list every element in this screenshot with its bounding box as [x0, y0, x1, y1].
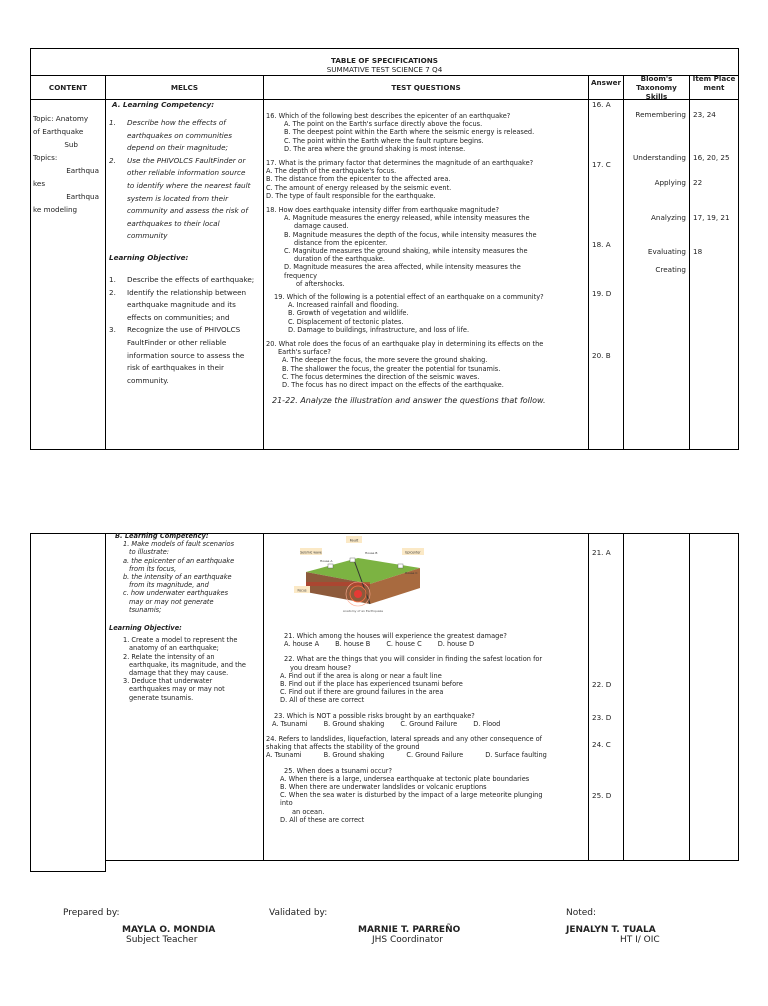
question-stem: 23. Which is NOT a possible risks brought by an earthquake?	[274, 711, 475, 720]
question-option: B. house B	[335, 640, 371, 649]
objective-line: risk of earthquakes in their	[127, 363, 224, 373]
objective-heading-b: Learning Objective:	[109, 624, 182, 633]
content-cell	[33, 112, 105, 216]
objective-line: earthquake magnitude and its	[127, 300, 236, 310]
objective-text	[127, 274, 254, 287]
answer-22: 22. D	[592, 680, 612, 689]
question-option: B. Magnitude measures the depth of the focus, while intensity measures the	[284, 230, 537, 239]
competency-b-line: b. the intensity of an earthquake	[123, 573, 232, 582]
competency-line: to identify where the nearest fault	[127, 180, 251, 190]
question-option: A. house A	[284, 640, 320, 649]
question-option: A. The deeper the focus, the more severe the ground shaking.	[282, 356, 488, 365]
question-option: C. Ground Failure	[400, 719, 458, 728]
question-stem: 22. What are the things that you will consider in finding the safest location for	[284, 655, 543, 664]
objective-b-line: 3. Deduce that underwater	[123, 677, 213, 686]
competency-line: Describe how the effects of	[127, 118, 226, 127]
label-house-c: House C	[405, 571, 418, 575]
competency-b-line: tsunamis;	[129, 605, 162, 614]
competency-line: Use the PHIVOLCS FaultFinder or	[127, 155, 246, 165]
content-topic: Topic: Anatomy	[33, 114, 89, 123]
bloom-analyzing: Analyzing	[650, 213, 686, 222]
validated-by-role: JHS Coordinator	[372, 935, 444, 945]
objective-b-line: earthquake, its magnitude, and the	[129, 660, 246, 669]
illustration-caption: Anatomy of an Earthquake	[342, 609, 384, 613]
question-stem: 19. Which of the following is a potential effect of an earthquake on a community?	[274, 293, 544, 302]
validated-by-name: MARNIE T. PARREÑO	[358, 925, 461, 935]
objective-line: Identify the relationship between	[127, 287, 247, 297]
competency-b-line: c. how underwater earthquakes	[123, 589, 229, 598]
answer-17: 17. C	[592, 160, 611, 169]
objective-line: effects on communities; and	[127, 312, 230, 322]
question-option: B. Growth of vegetation and wildlife.	[288, 309, 409, 318]
question-option: B. Find out if the place has experienced tsunami before	[280, 680, 463, 689]
answer-16: 16. A	[592, 100, 611, 109]
question-option: A. When there is a large, undersea earthquake at tectonic plate boundaries	[280, 774, 530, 783]
question-22	[266, 655, 586, 704]
competency-number: 1.	[109, 118, 116, 127]
content-topics: Topics:	[33, 153, 58, 162]
answer-23: 23. D	[592, 713, 612, 722]
question-option: A. Find out if the area is along or near a fault line	[280, 671, 442, 680]
noted-name: JENALYN T. TUALA	[566, 925, 656, 935]
col-header-answer: Answer	[590, 78, 622, 87]
objective-number: 2.	[109, 287, 116, 297]
prepared-by-name: MAYLA O. MONDIA	[122, 925, 216, 935]
competency-2	[109, 155, 261, 243]
question-option: C. When the sea water is disturbed by the impact of a large meteorite plunging	[280, 791, 543, 800]
question-option: D. Damage to buildings, infrastructure, and loss of life.	[288, 325, 470, 334]
objective-3	[109, 324, 261, 387]
label-house-b: House B	[365, 551, 378, 555]
objective-text	[127, 287, 246, 325]
question-stem: 21. Which among the houses will experience the greatest damage?	[284, 632, 507, 640]
bloom-remembering: Remembering	[635, 110, 686, 119]
question-option: B. Ground shaking	[323, 751, 385, 760]
competency-line: community	[127, 231, 168, 241]
objective-number: 3.	[109, 325, 116, 335]
question-stem: 24. Refers to landslides, liquefaction, lateral spreads and any other consequence of	[266, 735, 543, 744]
earthquake-illustration	[288, 534, 438, 614]
question-18	[266, 206, 586, 288]
earthquake-diagram-svg	[288, 534, 438, 614]
answer-20: 20. B	[592, 351, 611, 360]
question-option: C. Displacement of tectonic plates.	[288, 317, 404, 326]
question-option: C. Ground Failure	[406, 751, 464, 760]
question-option: D. Flood	[473, 719, 501, 728]
question-23	[266, 712, 586, 728]
objective-b-line: 2. Relate the intensity of an	[123, 652, 215, 661]
question-option: D. The area where the ground shaking is most intense.	[284, 144, 466, 153]
option-row	[266, 751, 586, 759]
question-option: C. The amount of energy released by the seismic event.	[266, 183, 452, 192]
question-option: D. house D	[437, 640, 475, 649]
competency-1	[109, 117, 261, 155]
question-25	[266, 767, 586, 824]
competency-b-line: to illustrate:	[129, 548, 170, 557]
competency-text	[127, 155, 250, 243]
col-header-content: CONTENT	[48, 83, 88, 92]
question-option: of aftershocks.	[296, 279, 345, 288]
bloom-applying: Applying	[654, 178, 686, 187]
question-option: you dream house?	[290, 663, 351, 672]
label-house-a: House A	[320, 559, 333, 563]
objective-1	[109, 274, 261, 287]
competency-line: system is located from their	[127, 193, 229, 203]
objective-list-b	[109, 636, 261, 702]
objective-line: information source to assess the	[127, 350, 245, 360]
objective-b-line: damage that they may cause.	[129, 669, 229, 678]
competency-b-line: may or may not generate	[129, 597, 214, 606]
question-stem: 16. Which of the following best describes the epicenter of an earthquake?	[266, 112, 511, 120]
objective-line: Recognize the use of PHIVOLCS	[127, 325, 241, 335]
question-option: D. Magnitude measures the area affected, while intensity measures the	[284, 263, 521, 272]
objective-number: 1.	[109, 274, 116, 284]
melcs-cell	[109, 100, 261, 387]
question-option: distance from the epicenter.	[294, 238, 388, 247]
answer-24: 24. C	[592, 740, 611, 749]
competency-line: earthquakes on communities	[127, 130, 232, 140]
question-option: C. The focus determines the direction of the seismic waves.	[282, 372, 480, 381]
question-option: A. Tsunami	[272, 719, 308, 728]
competency-line: earthquakes to their local	[127, 218, 220, 228]
competency-heading: A. Learning Competency:	[112, 100, 215, 109]
bloom-understanding: Understanding	[633, 153, 686, 162]
competency-b-line: from its focus,	[129, 564, 177, 573]
objective-2	[109, 287, 261, 325]
question-option: B. The deepest point within the Earth where the seismic energy is released.	[284, 128, 535, 137]
label-seismic-wave: Seismic wave	[300, 550, 322, 555]
competency-line: other reliable information source	[127, 168, 246, 178]
question-stem: 20. What role does the focus of an earthquake play in determining its effects on the	[266, 340, 544, 349]
answer-25: 25. D	[592, 791, 612, 800]
question-stem: 18. How does earthquake intensity differ from earthquake magnitude?	[266, 206, 500, 215]
question-option: duration of the earthquake.	[294, 255, 385, 264]
question-option: D. The type of fault responsible for the earthquake.	[266, 191, 436, 200]
competency-list	[109, 117, 261, 243]
question-option: D. The focus has no direct impact on the effects of the earthquake.	[282, 381, 504, 390]
placement-evaluating: 18	[693, 247, 703, 256]
competency-list-b	[109, 540, 261, 614]
competency-line: community and assess the risk of	[127, 206, 248, 216]
option-row	[266, 640, 586, 648]
question-option: Earth's surface?	[278, 348, 331, 357]
content-topic-line2: of Earthquake	[33, 127, 84, 136]
label-fault: Fault	[349, 538, 359, 543]
rock-layer	[306, 582, 370, 586]
house-a	[328, 564, 333, 568]
content-sub: Sub	[64, 140, 78, 149]
question-24	[266, 735, 586, 760]
questions-cell	[266, 112, 586, 406]
placement-analyzing: 17, 19, 21	[693, 213, 730, 222]
competency-text	[127, 117, 232, 155]
question-option: D. Surface faulting	[485, 751, 547, 760]
competency-b-line: from its magnitude, and	[129, 581, 209, 590]
answer-18: 18. A	[592, 240, 611, 249]
answer-21: 21. A	[592, 548, 611, 557]
question-option: into	[280, 799, 293, 808]
question-option: C. Find out if there are ground failures in the area	[280, 688, 444, 697]
question-19	[266, 293, 586, 334]
label-epicenter: Epicenter	[405, 550, 421, 555]
objective-line: Describe the effects of earthquake;	[127, 274, 255, 284]
objective-b-line: 1. Create a model to represent the	[123, 636, 238, 645]
placement-understanding: 16, 20, 25	[693, 153, 730, 162]
house-b	[350, 558, 355, 562]
question-option: D. All of these are correct	[280, 815, 365, 824]
question-option: B. When there are underwater landslides or volcanic eruptions	[280, 783, 487, 792]
question-option: A. Increased rainfall and flooding.	[288, 301, 399, 310]
question-option: A. The depth of the earthquake's focus.	[266, 167, 397, 176]
content-subtopic-2-line2: ke modeling	[33, 205, 78, 214]
illustration-instruction: 21-22. Analyze the illustration and answer the questions that follow.	[272, 396, 546, 406]
col-header-blooms: Bloom's Taxonomy Skills	[636, 74, 677, 101]
content-subtopic-1: Earthqua	[66, 166, 99, 175]
answer-19: 19. D	[592, 289, 612, 298]
question-16	[266, 112, 586, 153]
bloom-creating: Creating	[655, 265, 686, 274]
question-20	[266, 340, 586, 389]
objective-b-line: anatomy of an earthquake;	[129, 644, 219, 653]
placement-applying: 22	[693, 178, 703, 187]
objective-heading: Learning Objective:	[109, 252, 189, 262]
question-option: C. house C	[386, 640, 422, 649]
col-header-item-placement: Item Placement	[692, 74, 736, 92]
bloom-evaluating: Evaluating	[647, 247, 686, 256]
question-stem-cont: shaking that affects the stability of the ground	[266, 743, 420, 752]
noted-label: Noted:	[566, 908, 597, 918]
competency-number: 2.	[109, 155, 116, 165]
option-row	[266, 720, 586, 728]
question-option: A. The point on the Earth's surface directly above the focus.	[284, 120, 483, 129]
question-stem: 17. What is the primary factor that determines the magnitude of an earthquake?	[266, 159, 534, 168]
table-title: TABLE OF SPECIFICATIONS	[331, 56, 438, 65]
house-c	[398, 564, 403, 568]
question-option: B. The shallower the focus, the greater the potential for tsunamis.	[282, 364, 501, 373]
question-stem: 25. When does a tsunami occur?	[284, 766, 393, 775]
question-option: an ocean.	[292, 807, 325, 816]
content-subtopic-1-line2: kes	[33, 179, 46, 188]
question-option: C. The point within the Earth where the fault rupture begins.	[284, 136, 484, 145]
objective-list	[109, 274, 261, 387]
competency-heading-b: B. Learning Competency:	[115, 532, 209, 540]
validated-by-label: Validated by:	[269, 908, 328, 918]
question-option: B. Ground shaking	[323, 719, 385, 728]
table-subtitle: SUMMATIVE TEST SCIENCE 7 Q4	[326, 65, 443, 74]
objective-b-line: generate tsunamis.	[129, 693, 194, 702]
question-option: A. Tsunami	[266, 751, 302, 760]
competency-b-line: a. the epicenter of an earthquake	[123, 556, 235, 565]
question-option: B. The distance from the epicenter to the affected area.	[266, 175, 451, 184]
melcs-cell-b	[109, 532, 261, 702]
noted-role: HT I/ OIC	[620, 935, 660, 945]
question-option: damage caused.	[294, 222, 349, 231]
label-focus: Focus	[297, 588, 307, 593]
question-17	[266, 159, 586, 200]
question-21	[266, 632, 586, 648]
competency-b-line: 1. Make models of fault scenarios	[123, 540, 235, 549]
objective-line: community.	[127, 375, 169, 385]
question-option: C. Magnitude measures the ground shaking, while intensity measures the	[284, 247, 528, 256]
col-header-melcs: MELCS	[170, 83, 199, 92]
objective-b-line: earthquakes may or may not	[129, 685, 225, 694]
placement-remembering: 23, 24	[693, 110, 716, 119]
prepared-by-label: Prepared by:	[63, 908, 120, 918]
focus-point	[354, 590, 362, 598]
col-header-test-questions: TEST QUESTIONS	[391, 83, 461, 92]
content-subtopic-2: Earthqua	[66, 192, 99, 201]
question-option: D. All of these are correct	[280, 696, 365, 705]
objective-text	[127, 324, 244, 387]
questions-cell-b	[266, 632, 586, 831]
question-option: frequency	[284, 271, 318, 280]
objective-line: FaultFinder or other reliable	[127, 337, 227, 347]
prepared-by-role: Subject Teacher	[126, 935, 198, 945]
competency-line: depend on their magnitude;	[127, 143, 228, 153]
question-option: A. Magnitude measures the energy released, while intensity measures the	[284, 214, 530, 223]
